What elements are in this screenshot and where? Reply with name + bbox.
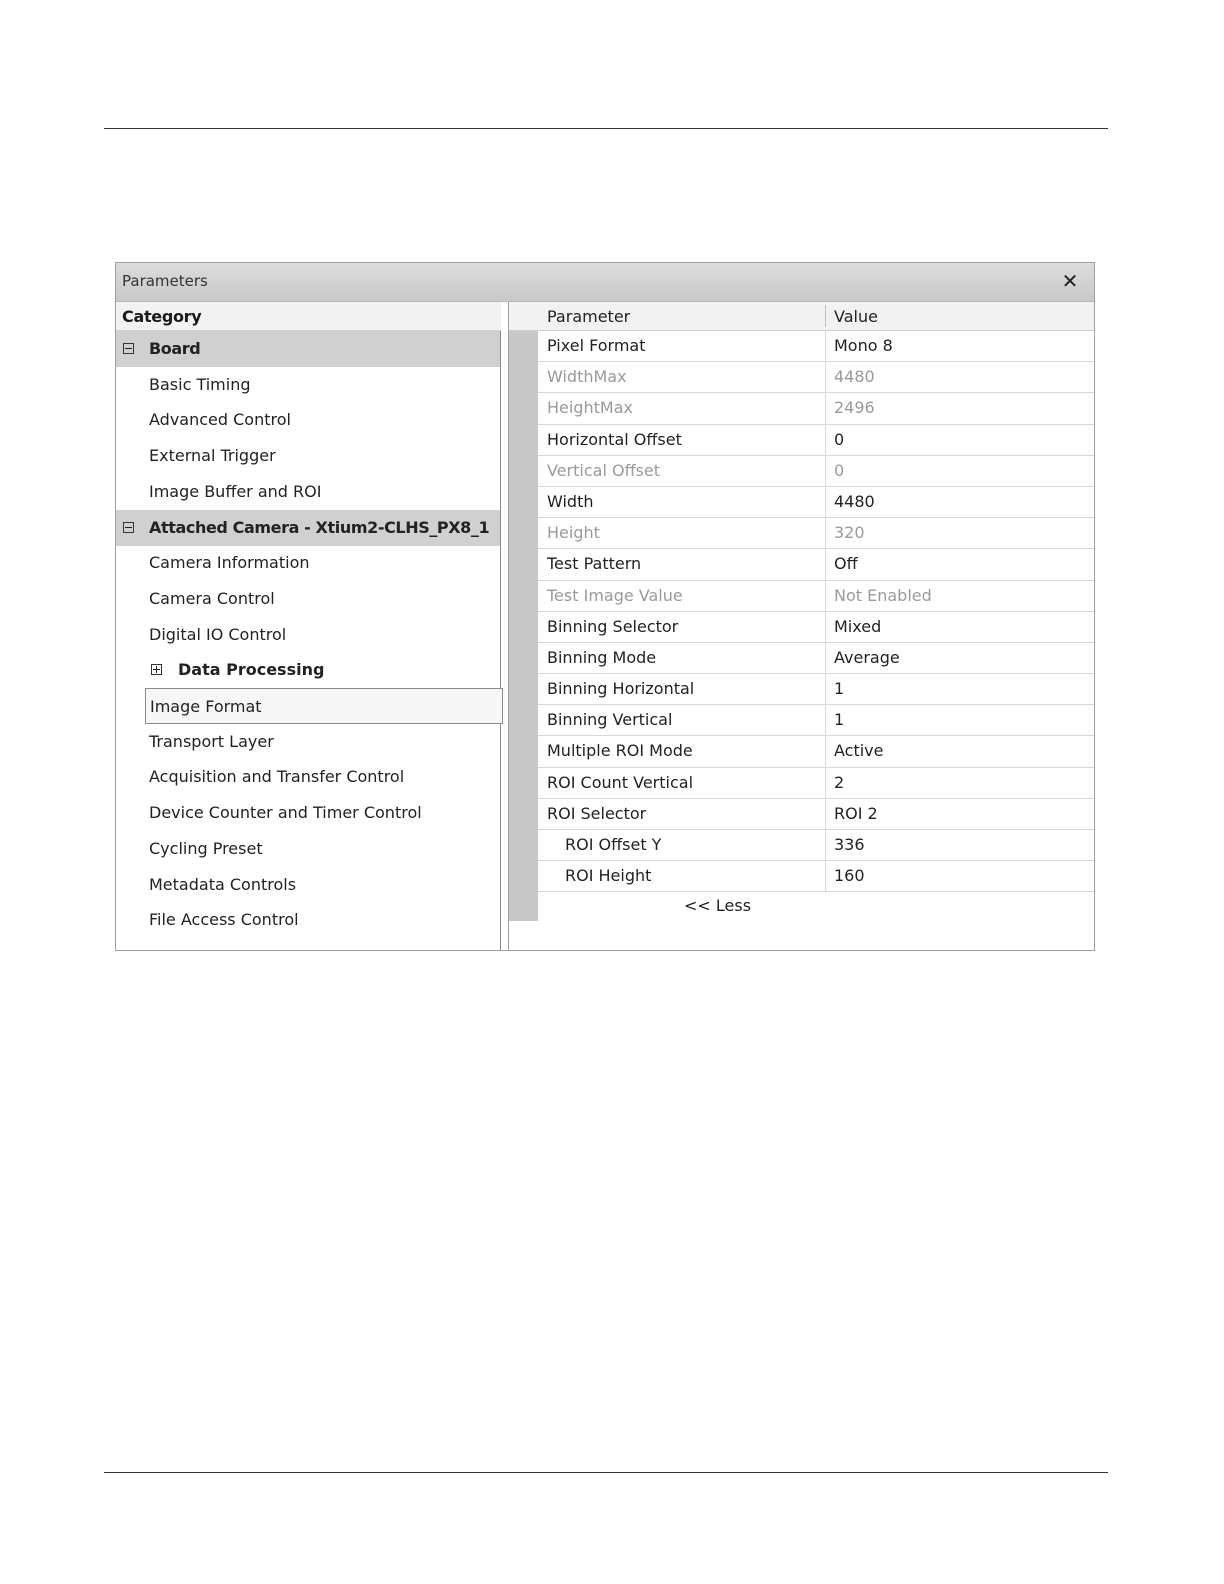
cell-divider: [825, 456, 826, 486]
parameter-value[interactable]: 4480: [834, 491, 875, 511]
cell-divider: [825, 581, 826, 611]
category-item-label: Camera Information: [149, 553, 310, 573]
category-header: [116, 302, 501, 331]
column-header-parameter[interactable]: Parameter: [547, 307, 631, 326]
category-item-label: Data Processing: [178, 660, 325, 680]
parameter-name: Horizontal Offset: [547, 429, 682, 449]
parameter-row[interactable]: [538, 362, 1094, 393]
parameter-value: 4480: [834, 367, 875, 387]
less-row: [538, 892, 1094, 924]
parameter-row[interactable]: [538, 861, 1094, 892]
row-gutter: [509, 331, 538, 921]
cell-divider: [825, 518, 826, 548]
category-item[interactable]: [116, 474, 500, 510]
parameter-value: 2496: [834, 398, 875, 418]
category-item[interactable]: [116, 867, 500, 903]
parameter-name: Test Image Value: [547, 585, 683, 605]
parameter-row[interactable]: [538, 549, 1094, 580]
parameter-row[interactable]: [538, 393, 1094, 424]
category-item[interactable]: [116, 331, 500, 367]
category-header-label: Category: [122, 307, 202, 326]
category-item[interactable]: [116, 652, 500, 688]
parameter-value[interactable]: Average: [834, 647, 900, 667]
parameter-row[interactable]: [538, 456, 1094, 487]
collapse-icon[interactable]: [123, 522, 134, 533]
category-item-label: Acquisition and Transfer Control: [149, 767, 405, 787]
category-item-label: File Access Control: [149, 910, 299, 930]
parameter-row[interactable]: [538, 705, 1094, 736]
parameter-name: Binning Selector: [547, 616, 679, 636]
cell-divider: [825, 393, 826, 423]
parameter-name: HeightMax: [547, 398, 633, 418]
panel-titlebar: [116, 263, 1094, 302]
category-item-label: Board: [149, 339, 201, 358]
category-item[interactable]: [116, 510, 500, 546]
cell-divider: [825, 612, 826, 642]
parameter-name: ROI Height: [565, 866, 652, 886]
parameter-row[interactable]: [538, 736, 1094, 767]
category-item-label: Digital IO Control: [149, 624, 287, 644]
less-button[interactable]: << Less: [684, 896, 752, 916]
category-item[interactable]: [116, 402, 500, 438]
category-item-label: Image Format: [150, 697, 262, 716]
parameter-name: Binning Horizontal: [547, 679, 695, 699]
parameter-name: WidthMax: [547, 367, 627, 387]
parameter-value[interactable]: Off: [834, 554, 858, 574]
parameter-value[interactable]: 1: [834, 710, 845, 730]
cell-divider: [825, 799, 826, 829]
parameters-panel: [115, 262, 1095, 951]
parameter-value[interactable]: 336: [834, 835, 865, 854]
parameter-name: Test Pattern: [547, 554, 642, 574]
cell-divider: [825, 830, 826, 860]
category-item[interactable]: [116, 759, 500, 795]
parameter-row[interactable]: [538, 331, 1094, 362]
parameter-row[interactable]: [538, 612, 1094, 643]
parameter-row[interactable]: [538, 581, 1094, 612]
cell-divider: [825, 362, 826, 392]
cell-divider: [825, 861, 826, 891]
category-item-label: Transport Layer: [149, 731, 274, 751]
category-item-label: Metadata Controls: [149, 874, 297, 894]
panel-title: Parameters: [122, 272, 208, 290]
parameter-value[interactable]: ROI 2: [834, 803, 878, 823]
category-item[interactable]: [116, 831, 500, 867]
parameter-row[interactable]: [538, 768, 1094, 799]
parameter-value[interactable]: Mixed: [834, 616, 882, 636]
parameter-name: Vertical Offset: [547, 460, 661, 480]
parameter-value: 0: [834, 460, 845, 480]
category-item-label: Cycling Preset: [149, 838, 263, 858]
page-top-rule: [104, 128, 1108, 129]
category-item[interactable]: [116, 617, 500, 653]
parameter-grid-header: [509, 302, 1094, 331]
parameter-name: Multiple ROI Mode: [547, 741, 693, 761]
category-item[interactable]: [116, 795, 500, 831]
cell-divider: [825, 425, 826, 455]
collapse-icon[interactable]: [123, 343, 134, 354]
parameter-name: ROI Offset Y: [565, 835, 662, 854]
category-item-label: Device Counter and Timer Control: [149, 803, 422, 823]
category-item-label: Camera Control: [149, 588, 275, 608]
parameter-name: ROI Selector: [547, 803, 647, 823]
parameter-rows: [538, 331, 1094, 924]
category-item[interactable]: [116, 545, 500, 581]
parameter-value[interactable]: 160: [834, 866, 865, 886]
parameter-value[interactable]: 1: [834, 679, 845, 699]
parameter-row[interactable]: [538, 830, 1094, 861]
parameter-name: ROI Count Vertical: [547, 772, 694, 792]
parameter-value: 320: [834, 523, 865, 543]
category-item[interactable]: [116, 367, 500, 403]
cell-divider: [825, 643, 826, 673]
cell-divider: [825, 674, 826, 704]
page-bottom-rule: [104, 1472, 1108, 1473]
cell-divider: [825, 331, 826, 361]
cell-divider: [825, 736, 826, 766]
cell-divider: [825, 487, 826, 517]
cell-divider: [825, 705, 826, 735]
cell-divider: [825, 768, 826, 798]
category-item[interactable]: [116, 581, 500, 617]
cell-divider: [825, 549, 826, 579]
parameter-value[interactable]: Mono 8: [834, 336, 893, 355]
category-tree: [116, 331, 501, 950]
parameter-value: Not Enabled: [834, 585, 932, 605]
parameter-row[interactable]: [538, 518, 1094, 549]
parameter-value[interactable]: 0: [834, 429, 845, 449]
close-icon[interactable]: ✕: [1061, 269, 1079, 293]
parameter-name: Height: [547, 523, 600, 543]
category-item-label: Basic Timing: [149, 374, 251, 394]
category-item-label: Advanced Control: [149, 410, 291, 430]
parameter-grid: [508, 302, 1094, 950]
column-divider[interactable]: [825, 305, 826, 327]
parameter-value[interactable]: Active: [834, 741, 884, 761]
parameter-name: Width: [547, 491, 594, 511]
parameter-row[interactable]: [538, 799, 1094, 830]
column-header-value[interactable]: Value: [834, 307, 878, 326]
parameter-row[interactable]: [538, 674, 1094, 705]
parameter-value[interactable]: 2: [834, 772, 845, 792]
expand-icon[interactable]: [151, 664, 162, 675]
parameter-row[interactable]: [538, 643, 1094, 674]
parameter-name: Binning Mode: [547, 647, 657, 667]
category-item-label: Attached Camera - Xtium2-CLHS_PX8_1: [149, 517, 490, 537]
category-item-label: External Trigger: [149, 446, 276, 466]
category-item[interactable]: [116, 438, 500, 474]
parameter-name: Binning Vertical: [547, 710, 673, 730]
parameter-row[interactable]: [538, 425, 1094, 456]
category-item[interactable]: [145, 688, 503, 724]
category-item[interactable]: [116, 724, 500, 760]
category-item[interactable]: [116, 902, 500, 938]
parameter-name: Pixel Format: [547, 336, 646, 355]
category-item-label: Image Buffer and ROI: [149, 481, 322, 501]
parameter-row[interactable]: [538, 487, 1094, 518]
